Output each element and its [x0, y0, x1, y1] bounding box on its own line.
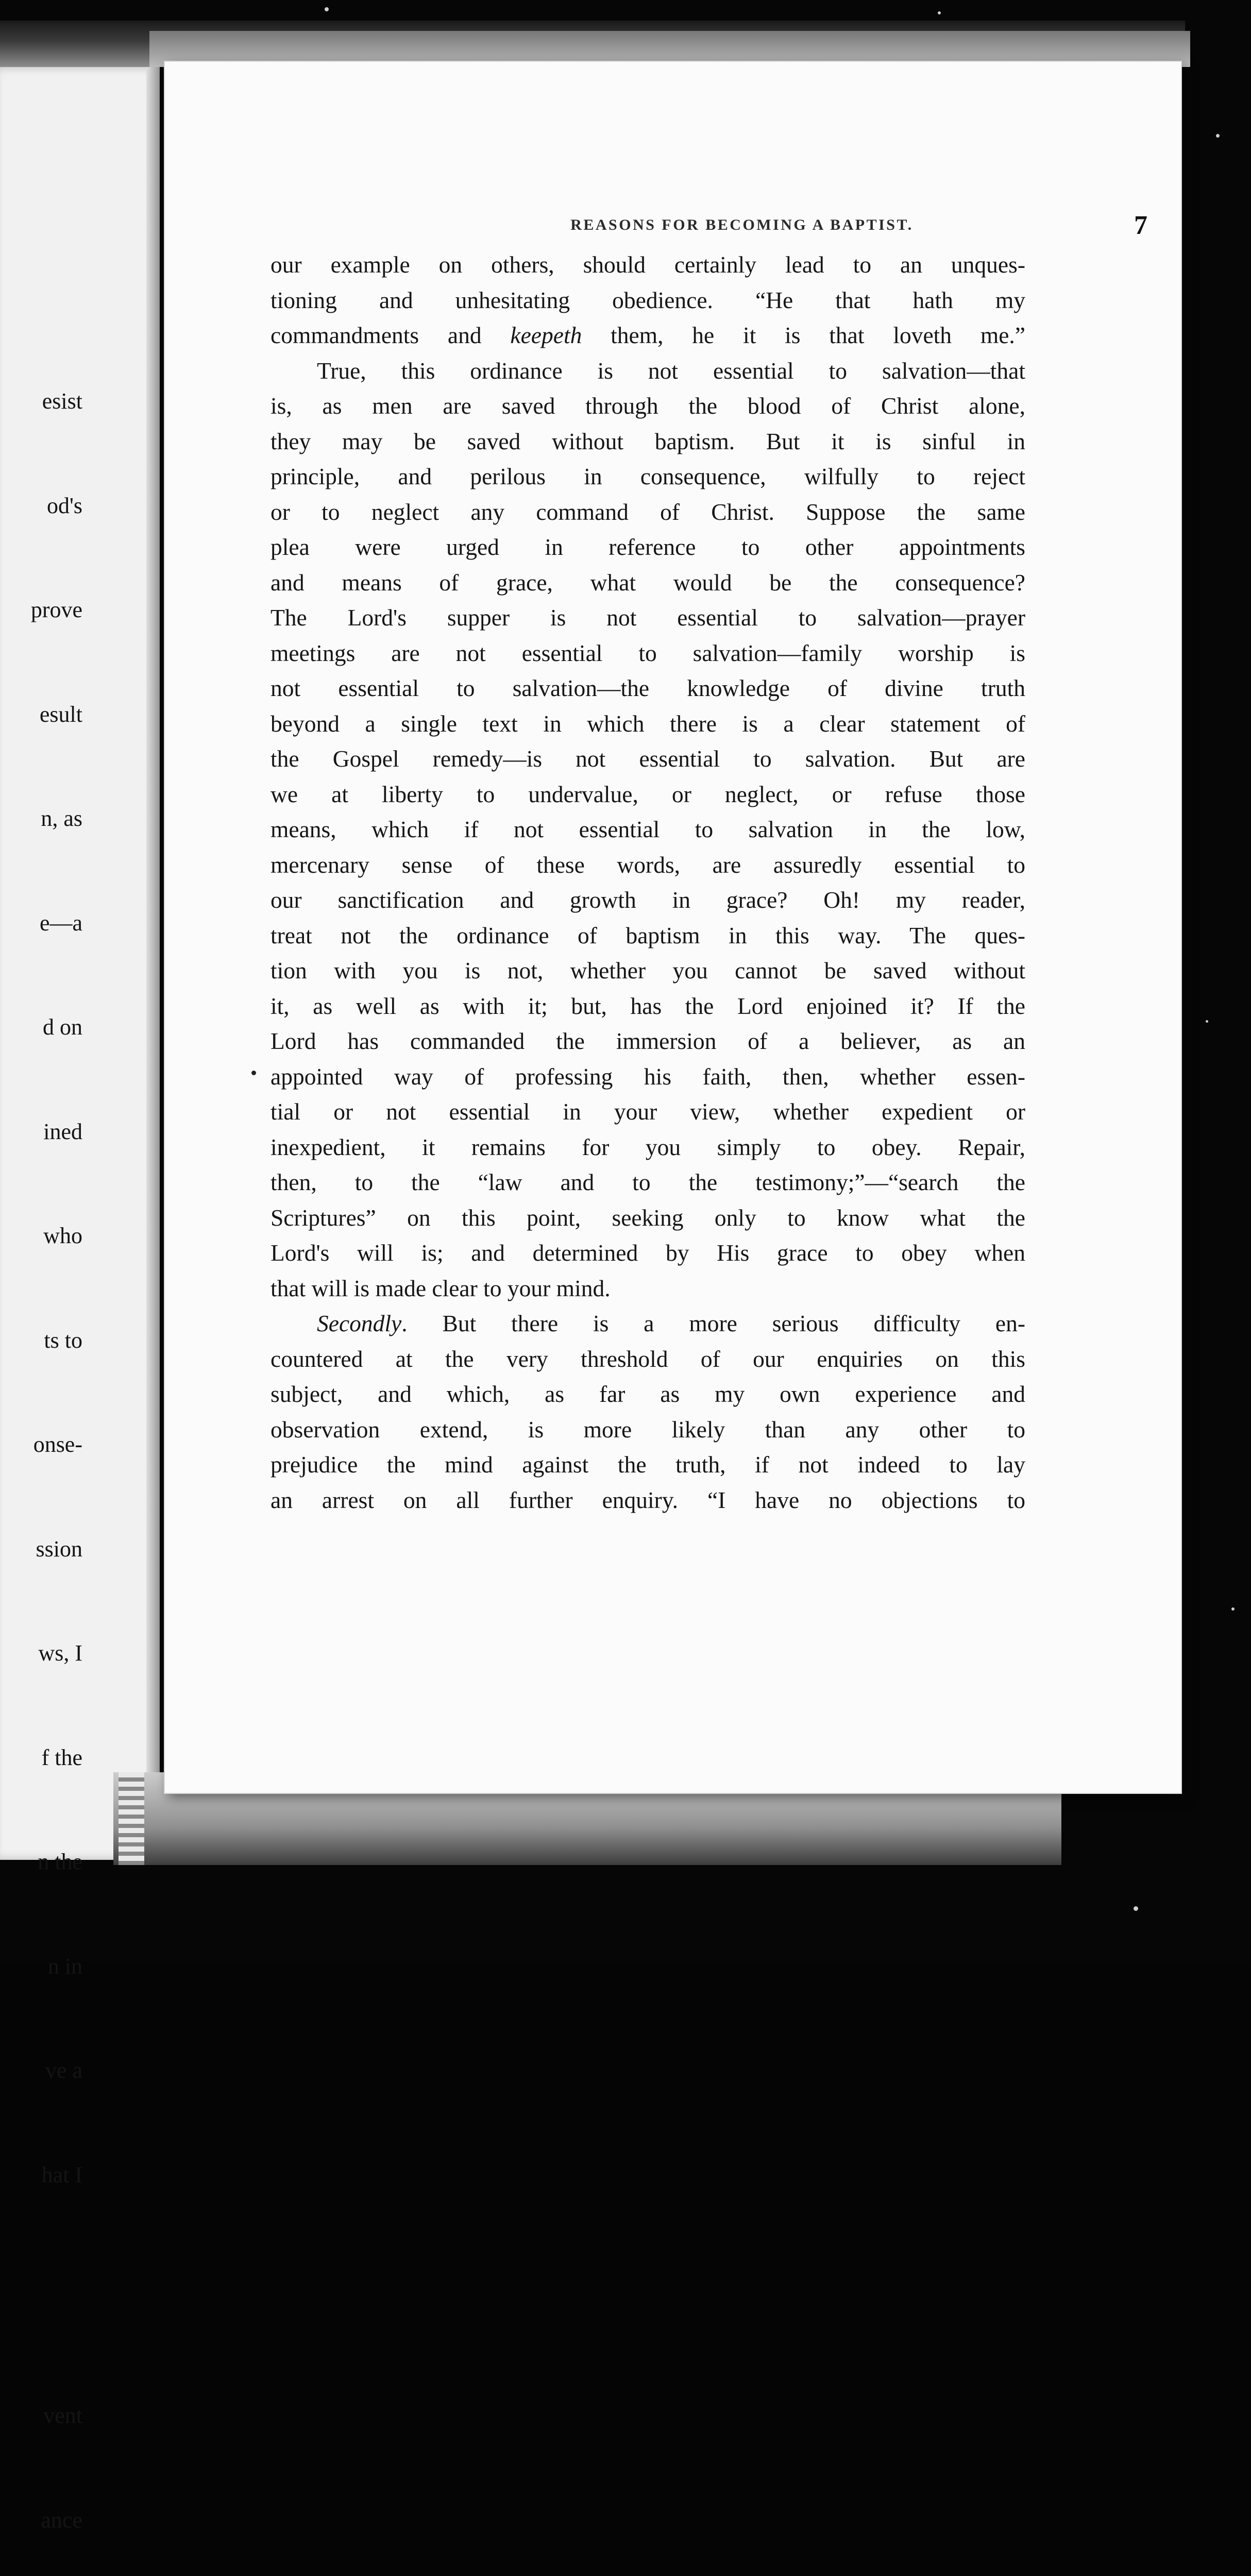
text-line: The Lord's supper is not essential to salvation—prayer [271, 604, 1025, 631]
ink-speck [251, 1071, 256, 1075]
left-fragment: ined [43, 1118, 82, 1144]
text-line: principle, and perilous in consequence, wilfully to reject [271, 463, 1025, 489]
text-line: meetings are not essential to salvation—family worship is [271, 639, 1025, 666]
text-line: tion with you is not, whether you cannot be saved without [271, 957, 1025, 984]
text-line: an arrest on all further enquiry. “I have no objections to [271, 1486, 1025, 1513]
left-fragment: who [43, 1223, 82, 1248]
previous-page-edge [0, 67, 160, 2533]
left-fragment: prove [30, 597, 82, 622]
scan-speck [1216, 134, 1220, 138]
text-line: commandments and keepeth them, he it is that loveth me.” [271, 322, 1025, 348]
text-line: tioning and unhesitating obedience. “He that hath my [271, 286, 1025, 313]
left-fragment: n in [47, 1953, 82, 1979]
page-number: 7 [1134, 211, 1147, 240]
text-line: countered at the very threshold of our enquiries on this [271, 1345, 1025, 1372]
text-line: that will is made clear to your mind. [271, 1275, 611, 1301]
text-line: Lord has commanded the immersion of a believer, as an [271, 1028, 1025, 1054]
text-line: Lord's will is; and determined by His grace to obey when [271, 1240, 1025, 1266]
left-fragment: ws, I [38, 1640, 82, 1666]
text-line: is, as men are saved through the blood of Christ alone, [271, 393, 1025, 419]
left-fragment: od's [46, 493, 82, 518]
text-line: not essential to salvation—the knowledge of divine truth [271, 675, 1025, 701]
text-line: they may be saved without baptism. But it is sinful in [271, 428, 1025, 454]
italic-word: keepeth [510, 322, 582, 348]
text-line: then, to the “law and to the testimony;”—“search the [271, 1169, 1025, 1195]
left-fragment: ts to [44, 1327, 82, 1353]
text-line: beyond a single text in which there is a clear statement of [271, 710, 1025, 737]
book-page [165, 62, 1181, 1793]
scan-speck [938, 11, 941, 14]
left-fragment: n the [38, 1849, 82, 1874]
left-fragment: ve a [45, 2058, 82, 2083]
text-line: mercenary sense of these words, are assuredly essential to [271, 851, 1025, 878]
text-line: and means of grace, what would be the consequence? [271, 569, 1025, 596]
text-line: our sanctification and growth in grace? Oh! my reader, [271, 887, 1025, 913]
text-line: inexpedient, it remains for you simply to obey. Repair, [271, 1133, 1025, 1160]
left-fragment: ance [41, 2507, 82, 2533]
left-fragment: vent [43, 2403, 82, 2428]
text-line: Scriptures” on this point, seeking only to know what the [271, 1204, 1025, 1231]
left-fragment: hat I [41, 2162, 82, 2188]
text-line: tial or not essential in your view, whether expedient or [271, 1098, 1025, 1125]
text-line: our example on others, should certainly lead to an unques- [271, 251, 1025, 278]
text-line: observation extend, is more likely than any other to [271, 1416, 1025, 1443]
left-fragment: esult [39, 701, 82, 727]
left-fragment: ssion [36, 1536, 82, 1562]
scan-speck [325, 7, 329, 11]
left-fragment: esist [42, 388, 82, 414]
scan-speck [1231, 1607, 1235, 1611]
text-line: it, as well as with it; but, has the Lord enjoined it? If the [271, 992, 1025, 1019]
previous-page-text-fragments [0, 314, 82, 2576]
left-fragment: d on [43, 1014, 82, 1040]
text-line: subject, and which, as far as my own experience and [271, 1381, 1025, 1407]
italic-word: Secondly [317, 1310, 402, 1336]
paragraph-gap [0, 2262, 82, 2329]
left-fragment: e—a [39, 910, 82, 936]
text-line: means, which if not essential to salvation in the low, [271, 816, 1025, 842]
left-fragment: n, as [41, 806, 82, 831]
page-body-text [271, 247, 1025, 1518]
text-line: appointed way of professing his faith, then, whether essen- [271, 1063, 1025, 1090]
text-line: Secondly. But there is a more serious difficulty en- [317, 1310, 1025, 1336]
running-head: REASONS FOR BECOMING A BAPTIST. [570, 216, 914, 233]
text-line: treat not the ordinance of baptism in this way. The ques- [271, 922, 1025, 948]
text-line: or to neglect any command of Christ. Suppose the same [271, 498, 1025, 525]
text-line: we at liberty to undervalue, or neglect, or refuse those [271, 781, 1025, 807]
text-line: True, this ordinance is not essential to salvation—that [317, 357, 1025, 384]
binding-ribbon [119, 1772, 144, 1865]
text-line: prejudice the mind against the truth, if not indeed to lay [271, 1451, 1025, 1478]
scan-speck [1206, 1020, 1208, 1023]
book-gutter [146, 67, 160, 1860]
scan-speck [1134, 1906, 1138, 1911]
left-fragment: onse- [33, 1432, 82, 1457]
text-line: plea were urged in reference to other appointments [271, 534, 1025, 560]
left-fragment: f the [41, 1744, 82, 1770]
text-line: the Gospel remedy—is not essential to salvation. But are [271, 745, 1025, 772]
